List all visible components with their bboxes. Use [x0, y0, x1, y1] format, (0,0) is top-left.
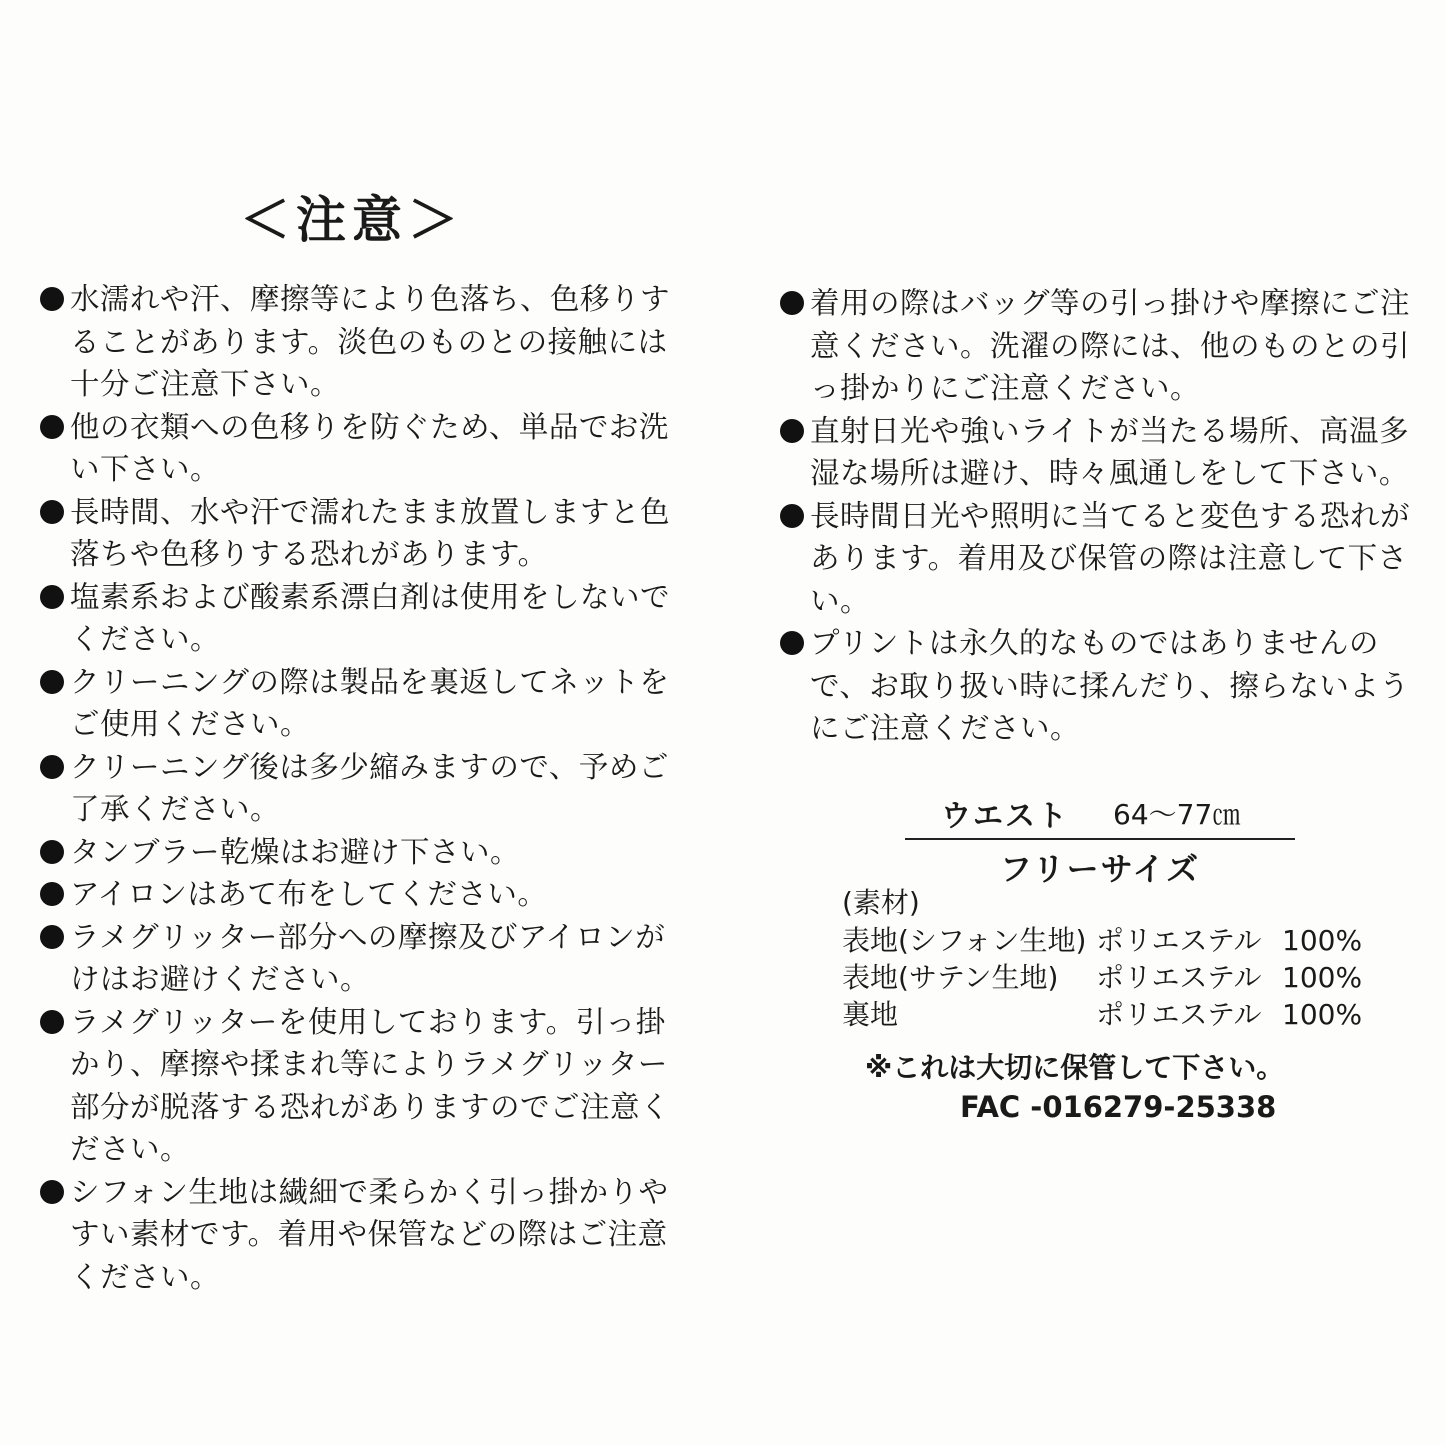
bullet-icon — [40, 925, 64, 949]
caution-text: 直射日光や強いライトが当たる場所、高温多湿な場所は避け、時々風通しをして下さい。 — [810, 413, 1410, 490]
bullet-icon — [780, 419, 804, 443]
caution-text: 水濡れや汗、摩擦等により色落ち、色移りすることがあります。淡色のものとの接触には十分ご注意下さい。 — [70, 282, 671, 401]
bullet-icon — [40, 1010, 64, 1034]
bullet-icon — [40, 882, 64, 906]
bullet-icon — [40, 840, 64, 864]
list-item — [780, 495, 1430, 623]
caution-text: 他の衣類への色移りを防ぐため、単品でお洗い下さい。 — [70, 409, 669, 486]
list-item — [40, 661, 690, 746]
bullet-icon — [40, 670, 64, 694]
list-item — [40, 1171, 690, 1299]
caution-text: 塩素系および酸素系漂白剤は使用をしないでください。 — [70, 579, 671, 656]
material-part: 裏地 — [842, 998, 899, 1031]
table-row — [842, 996, 1362, 1033]
material-fiber: ポリエステル — [1096, 961, 1262, 994]
list-item — [40, 831, 690, 874]
storage-note: ※これは大切に保管して下さい。 — [865, 1051, 1285, 1084]
bullet-icon — [780, 504, 804, 528]
caution-text: シフォン生地は繊細で柔らかく引っ掛かりやすい素材です。着用や保管などの際はご注意ください。 — [70, 1174, 669, 1294]
list-item — [780, 622, 1430, 750]
caution-text: 長時間日光や照明に当てると変色する恐れがあります。着用及び保管の際は注意して下さい。 — [810, 498, 1411, 618]
list-item — [40, 916, 690, 1001]
waist-value: 64〜77㎝ — [1113, 798, 1241, 831]
caution-text: クリーニング後は多少縮みますので、予めご了承ください。 — [70, 749, 669, 826]
materials-table — [842, 884, 1362, 1033]
list-item — [40, 746, 690, 831]
caution-text: 着用の際はバッグ等の引っ掛けや摩擦にご注意ください。洗濯の際には、他のものとの引っ掛かりにご注意ください。 — [810, 286, 1411, 405]
bullet-icon — [780, 631, 804, 655]
waist-label: ウエスト — [941, 799, 1069, 834]
bullet-icon — [40, 755, 64, 779]
list-item — [780, 410, 1430, 495]
caution-list-left — [40, 278, 690, 1298]
caution-text: クリーニングの際は製品を裏返してネットをご使用ください。 — [70, 664, 670, 741]
bullet-icon — [40, 585, 64, 609]
list-item — [40, 491, 690, 576]
list-item — [40, 873, 690, 916]
material-percent: 100% — [1282, 961, 1363, 994]
list-item — [40, 1001, 690, 1171]
caution-text: アイロンはあて布をしてください。 — [70, 877, 548, 911]
table-row — [842, 959, 1362, 996]
material-fiber: ポリエステル — [1096, 998, 1262, 1031]
size-divider — [905, 838, 1295, 840]
list-item — [780, 282, 1430, 410]
bullet-icon — [780, 291, 804, 315]
bullet-icon — [40, 1180, 64, 1204]
bullet-icon — [40, 415, 64, 439]
bullet-icon — [40, 287, 64, 311]
materials-heading: (素材) — [842, 886, 920, 919]
material-percent: 100% — [1282, 924, 1363, 957]
caution-text: プリントは永久的なものではありませんので、お取り扱い時に揉んだり、擦らないようにご注意ください。 — [810, 626, 1410, 745]
table-row — [842, 922, 1362, 959]
list-item — [40, 406, 690, 491]
caution-list-right — [780, 282, 1430, 750]
bullet-icon — [40, 500, 64, 524]
material-part: 表地(シフォン生地) — [842, 924, 1087, 957]
page-title: ＜注意＞ — [240, 191, 464, 249]
material-fiber: ポリエステル — [1096, 924, 1262, 957]
caution-text: 長時間、水や汗で濡れたまま放置しますと色落ちや色移りする恐れがあります。 — [70, 494, 671, 571]
free-size-label: フリーサイズ — [999, 850, 1201, 888]
waist-row — [905, 790, 1295, 836]
size-table — [905, 790, 1295, 890]
material-percent: 100% — [1282, 998, 1363, 1031]
product-code: FAC -016279-25338 — [960, 1090, 1277, 1124]
caution-text: ラメグリッターを使用しております。引っ掛かり、摩擦や揉まれ等によりラメグリッター部分が脱落する恐れがありますのでご注意ください。 — [70, 1004, 671, 1166]
caution-text: ラメグリッター部分への摩擦及びアイロンがけはお避けください。 — [70, 919, 666, 996]
material-part: 表地(サテン生地) — [842, 961, 1059, 994]
caution-text: タンブラー乾燥はお避け下さい。 — [70, 834, 521, 869]
list-item — [40, 576, 690, 661]
list-item — [40, 278, 690, 406]
